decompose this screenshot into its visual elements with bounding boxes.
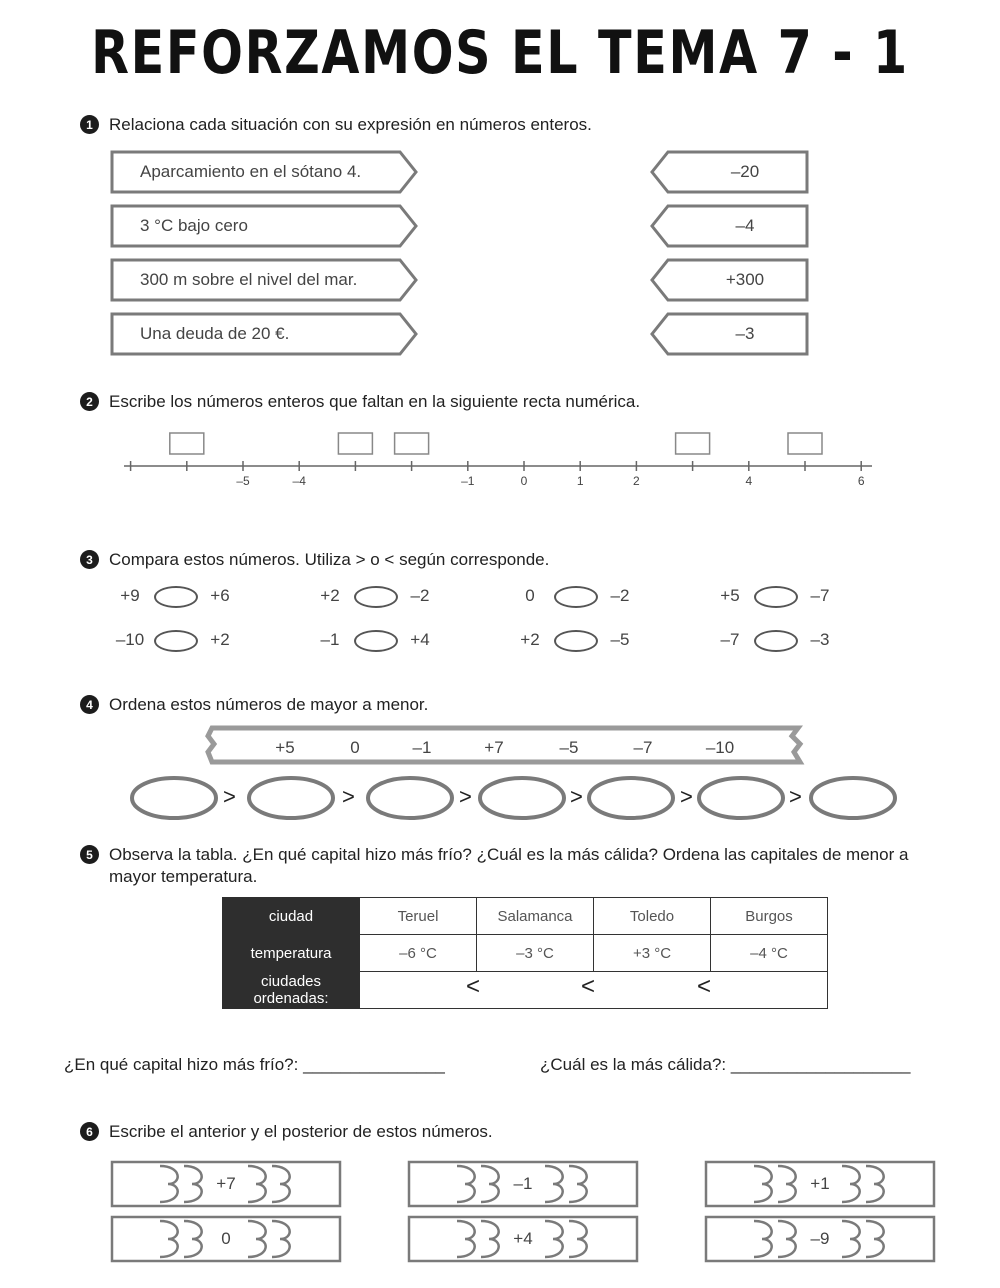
q4-instruction: Ordena estos números de mayor a menor. xyxy=(109,695,429,714)
order-ovals xyxy=(0,770,1000,826)
temperature-table xyxy=(222,897,828,1009)
ordered-cities-answer[interactable] xyxy=(360,972,828,1009)
number-line-blank-box[interactable] xyxy=(338,433,372,454)
compare-answer-oval[interactable] xyxy=(154,586,198,608)
compare-right: +2 xyxy=(210,630,230,649)
puzzle-center-number: 0 xyxy=(221,1229,231,1248)
expression-1[interactable]: –20 xyxy=(730,162,760,181)
q1-shapes xyxy=(0,0,1000,370)
greater-than-sign: > xyxy=(789,784,802,809)
next-number-field[interactable] xyxy=(892,1221,930,1259)
situation-1[interactable]: Aparcamiento en el sótano 4. xyxy=(140,162,362,181)
order-number: –7 xyxy=(633,738,653,757)
next-number-field[interactable] xyxy=(298,1166,336,1204)
next-number-field[interactable] xyxy=(595,1166,633,1204)
greater-than-sign: > xyxy=(680,784,693,809)
q1-instruction: Relaciona cada situación con su expresión en números enteros. xyxy=(109,115,592,134)
compare-right: –7 xyxy=(810,586,830,605)
number-line-label: 4 xyxy=(745,474,753,488)
q4-heading xyxy=(80,694,960,716)
table-header-ordered-line2: ordenadas: xyxy=(253,990,329,1007)
number-line-label: –5 xyxy=(236,474,250,488)
compare-answer-oval[interactable] xyxy=(554,586,598,608)
compare-answer-oval[interactable] xyxy=(154,630,198,652)
number-line xyxy=(0,420,1000,500)
compare-right: –2 xyxy=(610,586,630,605)
compare-answer-oval[interactable] xyxy=(354,630,398,652)
number-line-blank-box[interactable] xyxy=(170,433,204,454)
order-number: 0 xyxy=(350,738,360,757)
number-line-blank-box[interactable] xyxy=(788,433,822,454)
number-line-label: 1 xyxy=(576,474,584,488)
compare-left: –10 xyxy=(115,630,145,649)
number-line-blank-box[interactable] xyxy=(395,433,429,454)
q6-number-badge: 6 xyxy=(80,1122,99,1141)
table-cell-temperature: +3 °C xyxy=(594,935,711,972)
compare-left: 0 xyxy=(525,586,535,605)
table-cell-city: Teruel xyxy=(360,898,477,935)
q3-heading xyxy=(80,549,960,571)
order-number: –1 xyxy=(412,738,432,757)
number-line-label: 6 xyxy=(857,474,865,488)
order-answer-oval xyxy=(249,778,333,818)
table-cell-temperature: –3 °C xyxy=(477,935,594,972)
situation-4[interactable]: Una deuda de 20 €. xyxy=(140,324,290,343)
table-row xyxy=(223,935,828,972)
q3-number-badge: 3 xyxy=(80,550,99,569)
table-header-ordered-line1: ciudades xyxy=(260,973,322,990)
number-line-label: –1 xyxy=(461,474,475,488)
previous-number-field[interactable] xyxy=(116,1221,158,1259)
order-number: +5 xyxy=(275,738,295,757)
compare-right: –2 xyxy=(410,586,430,605)
less-than-sign: < xyxy=(581,973,596,1000)
table-cell-city: Burgos xyxy=(711,898,828,935)
warmest-question[interactable]: ¿Cuál es la más cálida?: ___________________ xyxy=(540,1055,911,1074)
table-cell-temperature: –4 °C xyxy=(711,935,828,972)
q2-number-badge: 2 xyxy=(80,392,99,411)
compare-right: –3 xyxy=(810,630,830,649)
order-number: –10 xyxy=(705,738,735,757)
q6-instruction: Escribe el anterior y el posterior de estos números. xyxy=(109,1122,493,1141)
table-header-temperature: temperatura xyxy=(223,935,360,972)
table-row xyxy=(223,898,828,935)
order-number: +7 xyxy=(484,738,504,757)
q5-heading xyxy=(80,844,960,888)
number-line-label: –4 xyxy=(292,474,306,488)
order-answer-oval xyxy=(811,778,895,818)
table-header-city: ciudad xyxy=(223,898,360,935)
compare-answer-oval[interactable] xyxy=(554,630,598,652)
table-header-ordered xyxy=(223,972,360,1009)
order-number: –5 xyxy=(559,738,579,757)
q6-heading xyxy=(80,1121,960,1143)
table-row xyxy=(223,972,828,1009)
previous-number-field[interactable] xyxy=(710,1166,752,1204)
table-cell-temperature: –6 °C xyxy=(360,935,477,972)
next-number-field[interactable] xyxy=(892,1166,930,1204)
order-answer-oval xyxy=(368,778,452,818)
greater-than-sign: > xyxy=(570,784,583,809)
table-cell-city: Toledo xyxy=(594,898,711,935)
less-than-sign: < xyxy=(466,973,481,1000)
compare-right: +6 xyxy=(210,586,230,605)
compare-right: +4 xyxy=(410,630,430,649)
next-number-field[interactable] xyxy=(298,1221,336,1259)
expression-2[interactable]: –4 xyxy=(735,216,755,235)
number-line-label: 2 xyxy=(633,474,640,488)
q3-instruction: Compara estos números. Utiliza > o < según corresponde. xyxy=(109,550,550,569)
compare-left: +9 xyxy=(120,586,140,605)
q5-instruction: Observa la tabla. ¿En qué capital hizo más frío? ¿Cuál es la más cálida? Ordena las capitales de menor a mayor temperatura. xyxy=(109,845,909,886)
table-cell-city: Salamanca xyxy=(477,898,594,935)
previous-number-field[interactable] xyxy=(413,1166,455,1204)
coldest-question[interactable]: ¿En qué capital hizo más frío?: _______________ xyxy=(64,1055,445,1074)
previous-number-field[interactable] xyxy=(116,1166,158,1204)
less-than-sign: < xyxy=(697,973,712,1000)
compare-left: +5 xyxy=(720,586,740,605)
worksheet-title: REFORZAMOS EL TEMA 7 - 1 xyxy=(91,18,909,88)
q4-number-badge: 4 xyxy=(80,695,99,714)
compare-left: +2 xyxy=(520,630,540,649)
q1-number-badge: 1 xyxy=(80,115,99,134)
q5-number-badge: 5 xyxy=(80,845,99,864)
puzzle-center-number: +7 xyxy=(216,1174,236,1193)
previous-number-field[interactable] xyxy=(710,1221,752,1259)
number-line-blank-box[interactable] xyxy=(676,433,710,454)
expression-4[interactable]: –3 xyxy=(735,324,755,343)
greater-than-sign: > xyxy=(459,784,472,809)
compare-left: –1 xyxy=(320,630,340,649)
order-answer-oval xyxy=(699,778,783,818)
greater-than-sign: > xyxy=(342,784,355,809)
compare-answer-oval[interactable] xyxy=(354,586,398,608)
compare-left: +2 xyxy=(320,586,340,605)
compare-left: –7 xyxy=(720,630,740,649)
situation-2[interactable]: 3 °C bajo cero xyxy=(140,216,248,235)
expression-3[interactable]: +300 xyxy=(725,270,765,289)
order-answer-oval xyxy=(589,778,673,818)
compare-answer-oval[interactable] xyxy=(754,586,798,608)
puzzle-center-number: –9 xyxy=(810,1229,830,1248)
order-answer-oval xyxy=(480,778,564,818)
order-answer-oval xyxy=(132,778,216,818)
next-number-field[interactable] xyxy=(595,1221,633,1259)
situation-3[interactable]: 300 m sobre el nivel del mar. xyxy=(140,270,358,289)
compare-answer-oval[interactable] xyxy=(754,630,798,652)
number-line-label: 0 xyxy=(520,474,528,488)
q2-heading xyxy=(80,391,960,413)
puzzle-center-number: +4 xyxy=(513,1229,533,1248)
q2-instruction: Escribe los números enteros que faltan en la siguiente recta numérica. xyxy=(109,392,641,411)
compare-right: –5 xyxy=(610,630,630,649)
previous-number-field[interactable] xyxy=(413,1221,455,1259)
puzzle-center-number: –1 xyxy=(513,1174,533,1193)
greater-than-sign: > xyxy=(223,784,236,809)
puzzle-center-number: +1 xyxy=(810,1174,830,1193)
